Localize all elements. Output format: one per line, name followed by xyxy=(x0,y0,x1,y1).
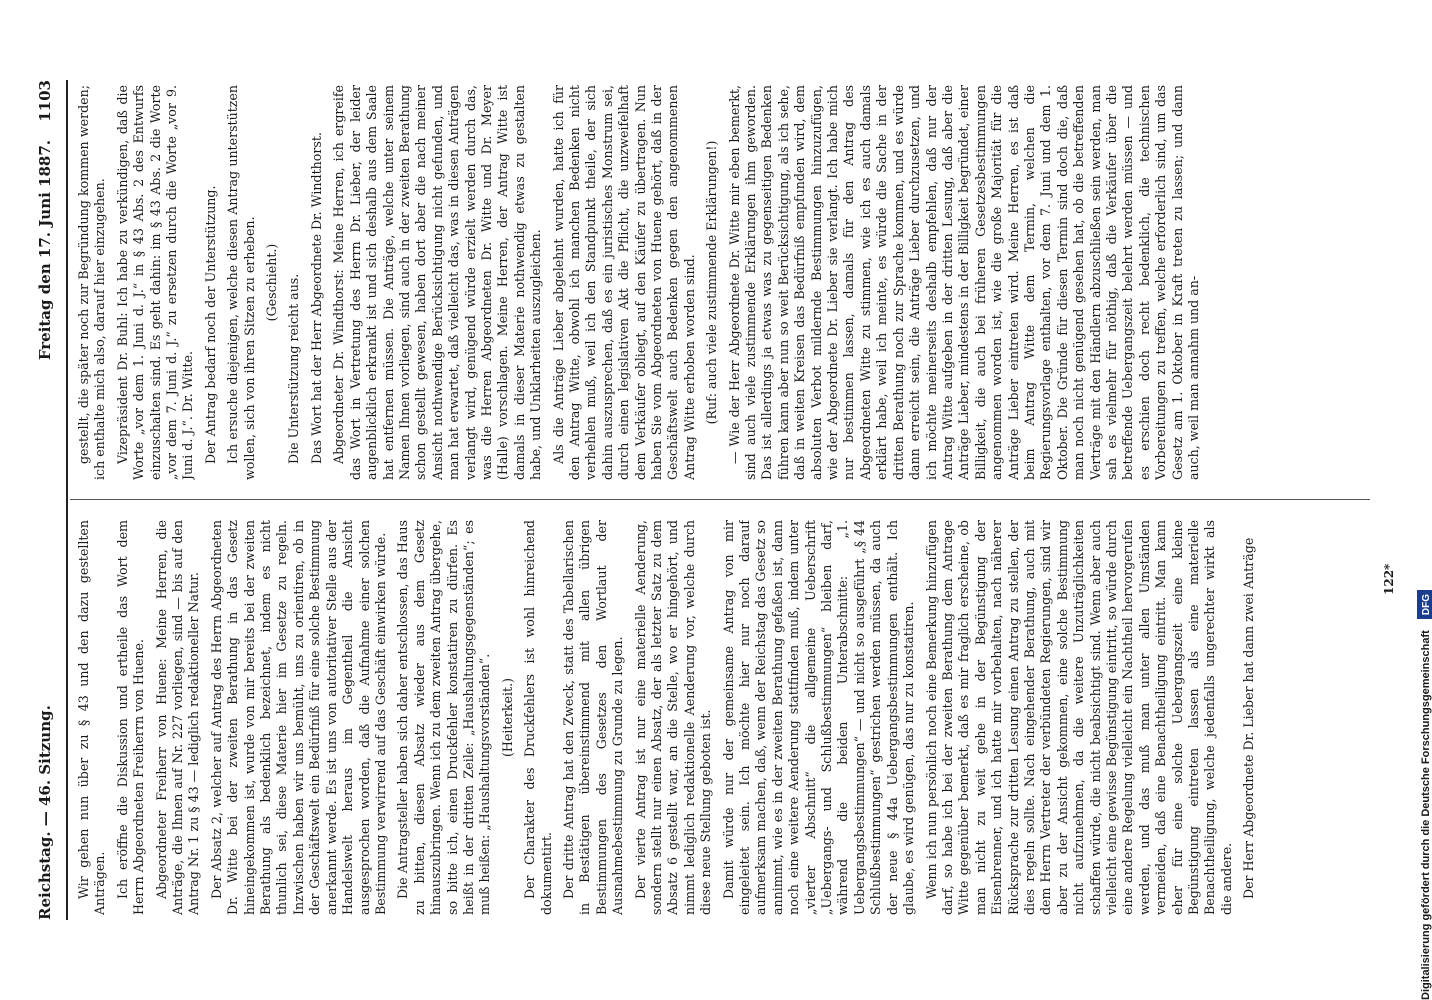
paragraph: Der Absatz 2, welcher auf Antrag des Herrn Abgeordneten Dr. Witte bei der zweiten Berathung in das Gesetz hineingekommen ist, wurde von mir bereits bei der zweiten Berathung als bedenklich bezeichnet, indem es nicht thunlich sei, diese Materie hier im Gesetze zu regeln. Inzwischen haben wir uns bemüht, uns zu orientiren, ob in der Geschäftswelt ein Bedürfniß für eine solche Bestimmung anerkannt werde. Es ist uns von autoritativer Stelle aus der Handelswelt heraus im Gegentheil die Ansicht ausgesprochen worden, daß die Aufnahme einer solchen Bestimmung verwirrend auf das Geschäft einwirken würde. xyxy=(208,520,388,915)
paragraph: Die Antragsteller haben sich daher entschlossen, das Haus zu bitten, diesen Absatz wieder aus dem Gesetz hinauszubringen. Wenn ich zu dem zweiten Antrag übergehe, so bitte ich, einen Druckfehler konstatiren zu dürfen. Es heißt in der dritten Zeile: „Haushaltungsgegenständen“; es muß heißen: „Haushaltungsvorständen“. xyxy=(395,520,493,915)
paragraph: Die Unterstützung reicht aus. xyxy=(286,273,302,464)
paragraph: Der dritte Antrag hat den Zweck, statt des Tabellarischen in Bestätigen übereinstimmend mit allen übrigen Bestimmungen des Gesetzes den Wortlaut der Ausnahmebestimmung zu Grunde zu legen. xyxy=(560,520,626,915)
paragraph: (Heiterkeit.) xyxy=(499,678,515,757)
paragraph: Der vierte Antrag ist nur eine materielle Aenderung, sondern stellt nur einen Absatz, der als letzter Satz zu dem Absatz 6 gestellt war, an die Stelle, wo er hingehört, und nimmt lediglich redaktionelle Aenderung vor, welche durch diese neue Stellung geboten ist. xyxy=(632,520,714,915)
dfg-credit-strip xyxy=(1412,0,1432,1000)
paragraph: Der Herr Abgeordnete Dr. Lieber hat dann zwei Anträge xyxy=(1241,537,1257,899)
column-divider xyxy=(70,499,1370,500)
paragraph: Damit würde nur der gemeinsame Antrag von mir eingeleitet sein. Ich möchte hier nur noch darauf aufmerksam machen, daß, wenn der Reichstag das Gesetz so annimmt, wie es in der zweiten Berathung gefaßen ist, dann noch eine weitere Aenderung stattfinden muß, indem unter „vierter Abschnitt“ die allgemeine Ueberschrift „Uebergangs- und Schlußbestimmungen“ bleiben darf, während die beiden Unterabschnitte: „1. Uebergangsbestimmungen“ — und nicht so ausgeführt „§ 44 Schlußbestimmungen“ gestrichen werden müssen, da auch der neue § 44a Uebergangsbestimmungen enthält. Ich glaube, es wird genügen, das nur zu konstatiren. xyxy=(720,520,917,915)
signature-mark: 122* xyxy=(1382,563,1396,595)
paragraph: — Wie der Herr Abgeordnete Dr. Witte mir eben bemerkt, sind auch viele zustimmende Erklärungen ihm geworden. Das ist allerdings ja etwas was zu gegenseitigen Bedenken führen kann aber nun so weit Berücksichtigung, als ich sehe, daß in weiten Kreisen das Bedürfniß empfunden wird, dem absoluten Verbot mildernde Bestimmungen hinzuzufügen, wie der Abgeordnete Dr. Lieber sie verlangt. Ich habe mich nur bestimmen lassen, damals für den Antrag des Abgeordneten Witte zu stimmen, wie ich es auch damals erklärt habe, weil ich meinte, es würde die Sache in der dritten Berathung noch zur Sprache kommen, und es würde dann erreicht sein, die Anträge Lieber durchzusetzen, und ich möchte meinerseits deshalb empfehlen, daß nur der Antrag Witte aufgeben in der dritten Lesung, daß aber die Anträge Lieber, mindestens in der Billigkeit begründet, einer Billigkeit, die auch bei früheren Gesetzesbestimmungen angenommen worden ist, wie die große Majorität für die Anträge Lieber eintreten wird. Meine Herren, es ist daß beim Antrag Witte dem Termin, welchen die Regierungsvorlage enthalten, vor dem 7. Juni und dem 1. Oktober. Die Gründe für diesen Termin sind doch die, daß man noch nicht genügend gesehen hat, ob die betreffenden Verträge mit den Händlern abzuschließen sein werden, man sah es vielmehr für nöthig, daß die Verkäufer über die betreffende Uebergangszeit belehrt werden müssen — und es erschien doch recht bedenklich, die technischen Vorbereitungen zu treffen, welche erforderlich sind, um das Gesetz am 1. Oktober in Kraft treten zu lassen; und dann auch, weil man annahm und an- xyxy=(726,85,1201,480)
dfg-credit-text: Digitalisierung gefördert durch die Deutsche Forschungsgemeinschaft xyxy=(1420,630,1432,1000)
right-text-column xyxy=(76,85,1366,480)
paragraph: Abgeordneter Freiherr von Huene: Meine Herren, die Anträge, die Ihnen auf Nr. 227 vorliegen, sind — bis auf den Antrag Nr. 1 zu § 43 — lediglich redaktioneller Natur. xyxy=(153,520,202,915)
header-right-title: Freitag den 17. Juni 1887. xyxy=(36,140,54,361)
paragraph: gestellt, die später noch zur Begründung kommen werden; ich enthalte mich also, darauf hier einzugehen. xyxy=(76,85,108,480)
paragraph: Als die Anträge Lieber abgelehnt wurden, hatte ich für den Antrag Witte, obwohl ich manchen Bedenken nicht verhehlen muß, weil ich den Standpunkt theile, der sich dahin auszusprechen, daß es ein juristisches Monstrum sei, durch einen legislativen Akt die Pflicht, die unzweifelhaft dem Verkäufer obliegt, auf den Käufer zu übertragen. Nun haben Sie vom Abgeordneten von Huene gehört, daß in der Geschäftswelt auch Bedenken gegen den angenommenen Antrag Witte erhoben worden sind. xyxy=(550,85,697,480)
paragraph: Wir gehen nun über zu § 43 und den dazu gestellten Anträgen. xyxy=(76,520,108,915)
page-header xyxy=(36,80,66,920)
paragraph: Wenn ich nun persönlich noch eine Bemerkung hinzufügen darf, so habe ich bei der zweiten Berathung dem Antrage Witte gegenüber bemerkt, daß es mir fraglich erscheine, ob man nicht zu weit gehe in der Begünstigung der Eisenbrenner, und ich hatte mir vorbehalten, nach näherer Rücksprache zur dritten Lesung einen Antrag zu stellen, der dies regeln sollte. Nach eingehender Berathung, auch mit dem Herrn Vertreter der verbündeten Regierungen, sind wir aber zu der Ansicht gekommen, eine solche Bestimmung nicht aufzunehmen, da die weitere Unzuträglichkeiten schaffen würde, die nicht beabsichtigt sind. Wenn aber auch vielleicht eine gewisse Begünstigung eintritt, so würde durch eine andere Regelung vielleicht ein Nachtheil hervorgerufen werden, und das muß man unter allen Umständen vermeiden, daß eine Benachtheiligung eintritt. Man kann eher für eine solche Uebergangszeit eine kleine Begünstigung eintreten lassen als eine materielle Benachtheiligung, welche jedenfalls ungerechter wirkt als die andere. xyxy=(923,520,1234,915)
left-text-column xyxy=(76,520,1366,915)
paragraph: (Ruf: auch viele zustimmende Erklärungen!) xyxy=(704,140,720,425)
paragraph: Das Wort hat der Herr Abgeordnete Dr. Windthorst. xyxy=(308,132,324,464)
paragraph: Ich ersuche diejenigen, welche diesen Antrag unterstützen wollen, sich von ihren Sitzen zu erheben. xyxy=(225,85,257,480)
paragraph: Ich eröffne die Diskussion und ertheile das Wort dem Herrn Abgeordneten Freiherrn von Huene. xyxy=(114,520,147,915)
paragraph: Der Charakter des Druckfehlers ist wohl hinreichend dokumentirt. xyxy=(522,520,554,915)
dfg-logo: DFG xyxy=(1417,590,1432,619)
paragraph: Abgeordneter Dr. Windthorst: Meine Herren, ich ergreife das Wort in Vertretung des Herrn Dr. Lieber, der leider augenblicklich erkrankt ist und sich deshalb aus dem Saale hat entfernen müssen. Die Anträge, welche unter seinem Namen Ihnen vorliegen, sind auch in der zweiten Berathung schon gestellt gewesen, haben dort aber die nach meiner Ansicht nothwendige Berücksichtigung nicht gefunden, und man hat erwartet, daß vielleicht das, was in diesen Anträgen verlangt wird, genügend würde erzielt werden durch das, was die Herren Abgeordneten Dr. Witte und Dr. Meyer (Halle) vorschlagen. Meine Herren, der Antrag Witte ist damals in dieser Materie nothwendig etwas zu gestalten habe, und Unklarheiten auszugleichen. xyxy=(331,85,544,480)
paragraph: Der Antrag bedarf noch der Unterstützung. xyxy=(202,185,218,464)
paragraph: Vizepräsident Dr. Buhl: Ich habe zu verkündigen, daß die Worte „vor dem 1. Juni d. J.“ in § 43 Abs. 2 des Entwurfs einzuschalten sind. Es geht dahin: im § 43 Abs. 2 die Worte „vor dem 7. Juni d. J.“ zu ersetzen durch die Worte „vor 9. Juni d. J.“. Dr. Witte. xyxy=(114,85,196,480)
page-number: 1103 xyxy=(36,80,54,122)
header-left-title: Reichstag. — 46. Sitzung. xyxy=(36,705,54,920)
paragraph: (Geschieht.) xyxy=(264,243,280,322)
header-rule xyxy=(66,80,68,920)
